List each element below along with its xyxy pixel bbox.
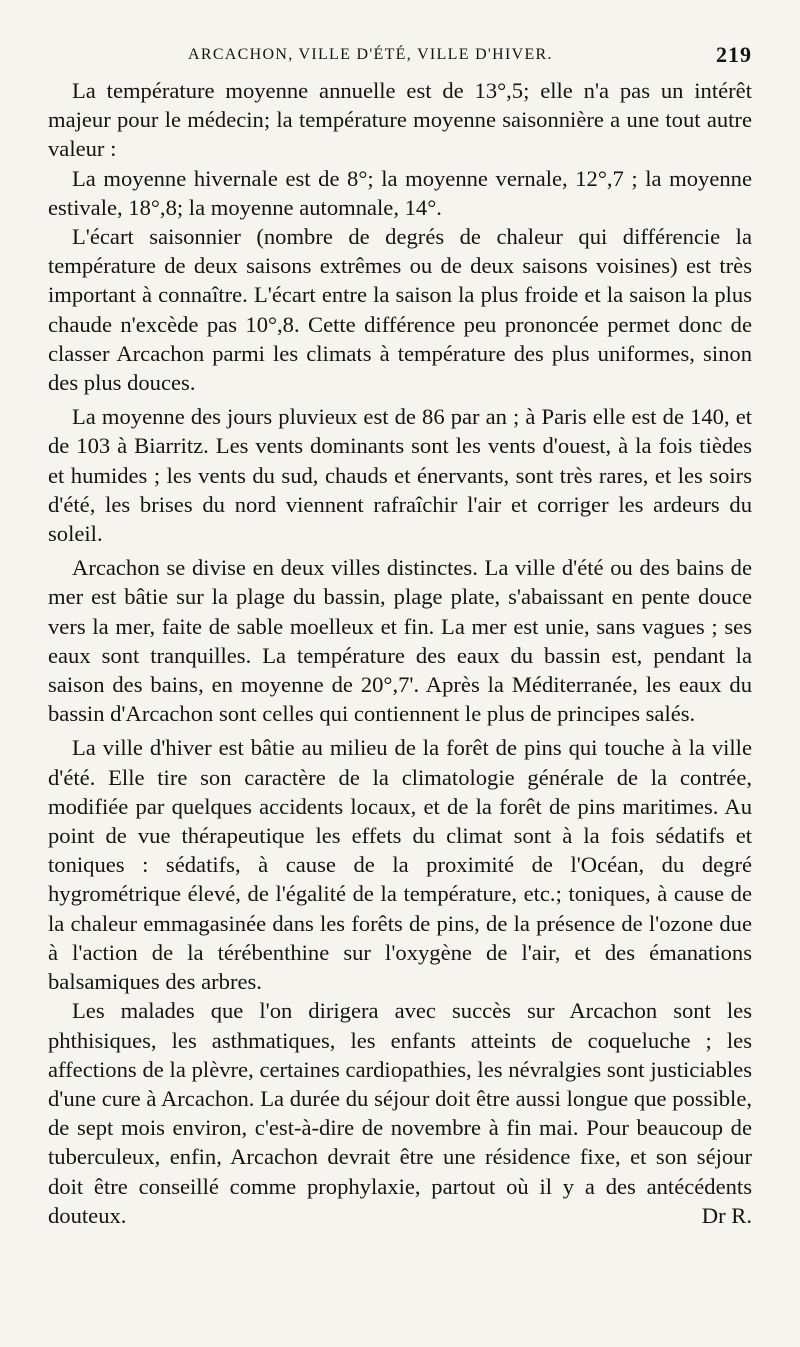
running-title: ARCACHON, VILLE D'ÉTÉ, VILLE D'HIVER. [188, 46, 553, 63]
paragraph-seasonal-gap: L'écart saisonnier (nombre de degrés de chaleur qui différencie la température de deux saisons extrêmes ou de deux saisons voisines) est très important à connaître. L'écart entre la saison la plus froide et la saison la plus chaude n'excède pas 10°,8. Cette différence peu prononcée permet donc de classer Arcachon parmi les climats à température des plus uniformes, sinon des plus douces. [48, 224, 752, 396]
page-number: 219 [716, 42, 752, 67]
paragraph-indications [48, 996, 752, 1230]
paragraph-seasonal-averages: La moyenne hivernale est de 8°; la moyenne vernale, 12°,7 ; la moyenne estivale, 18°,8; la moyenne automnale, 14°. [48, 165, 752, 220]
indications-text: Les malades que l'on dirigera avec succès sur Arcachon sont les phthisiques, les asthmatiques, les enfants atteints de coqueluche ; les affections de la plèvre, certaines cardiopathies, les névralgies sont justiciables d'une cure à Arcachon. La durée du séjour doit être aussi longue que possible, de sept mois environ, c'est-à-dire de novembre à fin mai. Pour beaucoup de tuberculeux, enfin, Arcachon devrait être une résidence fixe, et son séjour doit être conseillé comme prophylaxie, partout où il y a des antécédents douteux. [48, 998, 752, 1228]
running-head [48, 44, 752, 76]
paragraph-summer-town: Arcachon se divise en deux villes distinctes. La ville d'été ou des bains de mer est bâtie sur la plage du bassin, plage plate, s'abaissant en pente douce vers la mer, faite de sable moelleux et fin. La mer est unie, sans vagues ; ses eaux sont tranquilles. La température des eaux du bassin est, pendant la saison des bains, en moyenne de 20°,7'. Après la Méditerranée, les eaux du bassin d'Arcachon sont celles qui contiennent le plus de principes salés. [48, 555, 752, 727]
author-signature: Dr R. [701, 1202, 752, 1228]
paragraph-rain-and-winds: La moyenne des jours pluvieux est de 86 par an ; à Paris elle est de 140, et de 103 à Biarritz. Les vents dominants sont les vents d'ouest, à la fois tièdes et humides ; les vents du sud, chauds et énervants, sont très rares, et les soirs d'été, les brises du nord viennent rafraîchir l'air et corriger les ardeurs du soleil. [48, 404, 752, 547]
body-text [48, 76, 752, 1230]
paragraph-annual-temperature: La température moyenne annuelle est de 13°,5; elle n'a pas un intérêt majeur pour le médecin; la température moyenne saisonnière a une tout autre valeur : [48, 78, 752, 162]
paragraph-winter-town: La ville d'hiver est bâtie au milieu de la forêt de pins qui touche à la ville d'été. Elle tire son caractère de la climatologie générale de la contrée, modifiée par quelques accidents locaux, et de la forêt de pins maritimes. Au point de vue thérapeutique les effets du climat sont à la fois sédatifs et toniques : sédatifs, à cause de la proximité de l'Océan, du degré hygrométrique élevé, de l'égalité de la température, etc.; toniques, à cause de la chaleur emmagasinée dans les forêts de pins, de la présence de l'ozone due à l'action de la térébenthine sur l'oxygène de l'air, et des émanations balsamiques des arbres. [48, 735, 752, 995]
